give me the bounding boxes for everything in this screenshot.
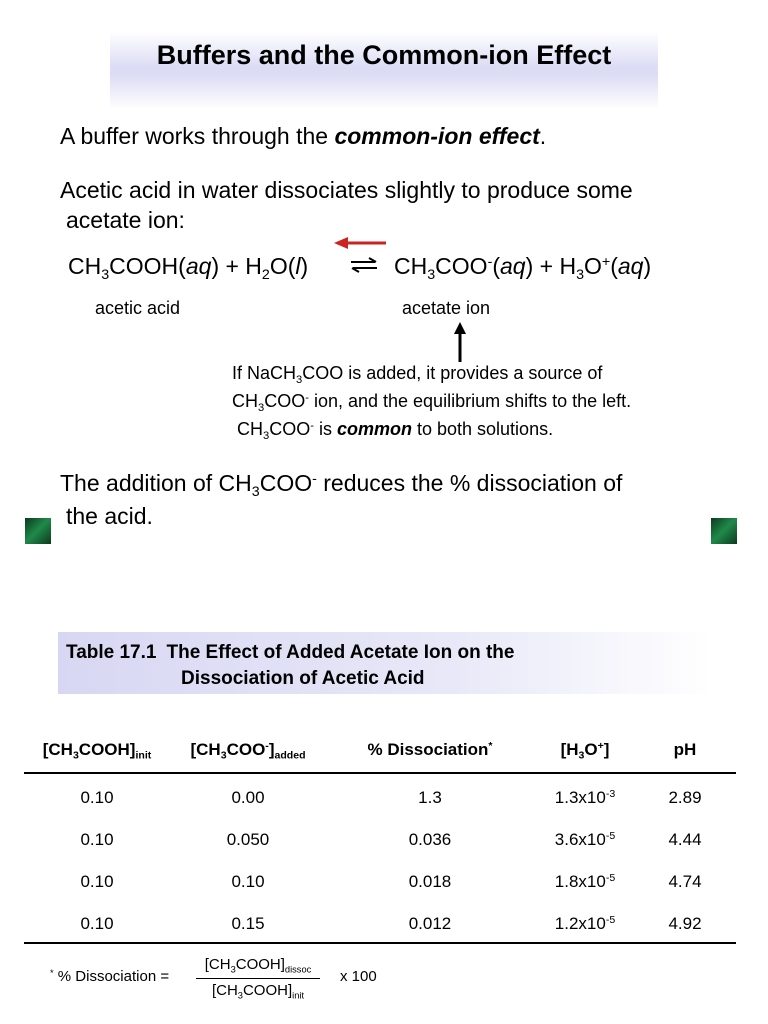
equation-right: $CH_3COO^-(aq) + H_3O^+(aq)$: [394, 253, 652, 283]
cell-pct: 0.018: [408, 872, 452, 891]
cell-added: 0.15: [231, 914, 265, 933]
intro-suffix: .: [539, 123, 547, 149]
conclusion-line-1-suffix: reduces the % dissociation of: [316, 470, 623, 496]
table-caption-line-2: Dissociation of Acetic Acid: [181, 668, 425, 689]
acetate-ion-label: acetate ion: [402, 298, 491, 318]
cell-ph: 4.74: [668, 872, 702, 891]
footnote-label: * % Dissociation =: [50, 967, 170, 985]
acetic-line-2: acetate ion:: [66, 207, 185, 233]
cell-pct: 0.036: [408, 830, 452, 849]
note-line-1: If NaCH$_3$COO is added, it provides a source of: [232, 363, 603, 386]
cell-added: 0.050: [226, 830, 270, 849]
cell-ph: 2.89: [668, 788, 702, 807]
table-caption-line-1: The Effect of Added Acetate Ion on the: [166, 642, 515, 663]
page-title: Buffers and the Common-ion Effect: [156, 40, 612, 70]
acetic-statement: [60, 175, 633, 235]
footnote-multiplier: x 100: [340, 968, 377, 985]
fraction-denominator: $[CH_3COOH]_{init}$: [211, 982, 305, 1001]
intro-emphasis: common-ion effect: [334, 123, 540, 149]
table-header-rule: [24, 772, 736, 774]
cell-h3o: $1.2x10^{-5}$: [554, 914, 616, 933]
cell-h3o: $1.3x10^{-3}$: [554, 788, 616, 807]
header-h3o: $[H_3O^+]$: [560, 740, 610, 762]
cell-init: 0.10: [80, 872, 114, 891]
acetic-acid-label: acetic acid: [95, 298, 181, 318]
cell-h3o: $3.6x10^{-5}$: [554, 830, 616, 849]
equation-left: $CH_3COOH(aq) + H_2O(l)$: [68, 253, 309, 283]
cell-ph: 4.92: [668, 914, 702, 933]
table-caption-label: Table 17.1: [66, 642, 157, 663]
header-ch3coo-added: $[CH_3COO^-]_{added}$: [190, 740, 306, 762]
header-pct-dissociation: % Dissociation*: [367, 740, 493, 759]
note-line-3: $CH_3COO^-$ is common to both solutions.: [237, 419, 554, 442]
cell-added: 0.10: [231, 872, 265, 891]
fraction-numerator: $[CH_3COOH]_{dissoc}$: [204, 956, 312, 975]
acetic-line-1: Acetic acid in water dissociates slightly to produce some: [60, 177, 633, 203]
note-line-3-suffix: to both solutions.: [411, 419, 554, 439]
note-block: [232, 359, 631, 443]
right-square-icon: [711, 518, 737, 544]
footnote-label-text: % Dissociation =: [57, 968, 170, 985]
intro-text: [60, 121, 546, 151]
cell-ph: 4.44: [668, 830, 702, 849]
cell-init: 0.10: [80, 788, 114, 807]
note-emphasis: common: [336, 419, 412, 439]
intro-prefix: A buffer works through the: [60, 123, 335, 149]
shift-left-arrow-icon: [334, 236, 386, 250]
conclusion-line-1: The addition of $CH_3COO^-$ reduces the % dissociation of: [60, 470, 623, 500]
cell-pct: 0.012: [408, 914, 452, 933]
header-pct-label: % Dissociation: [367, 740, 489, 759]
cell-init: 0.10: [80, 914, 114, 933]
conclusion-text: [60, 467, 622, 533]
fraction-bar: [196, 978, 320, 979]
cell-h3o: $1.8x10^{-5}$: [554, 872, 616, 891]
cell-added: 0.00: [231, 788, 265, 807]
cell-pct: 1.3: [418, 788, 442, 807]
table-caption: [66, 640, 514, 692]
left-square-icon: [25, 518, 51, 544]
header-ph: pH: [673, 740, 697, 759]
up-arrow-icon: [453, 322, 467, 362]
note-line-2: $CH_3COO^-$ ion, and the equilibrium shifts to the left.: [232, 391, 632, 414]
equilibrium-arrows-icon: [349, 257, 379, 273]
cell-init: 0.10: [80, 830, 114, 849]
table-bottom-rule: [24, 942, 736, 944]
header-ch3cooh-init: $[CH_3COOH]_{init}$: [42, 740, 152, 762]
conclusion-line-2: the acid.: [66, 503, 153, 529]
